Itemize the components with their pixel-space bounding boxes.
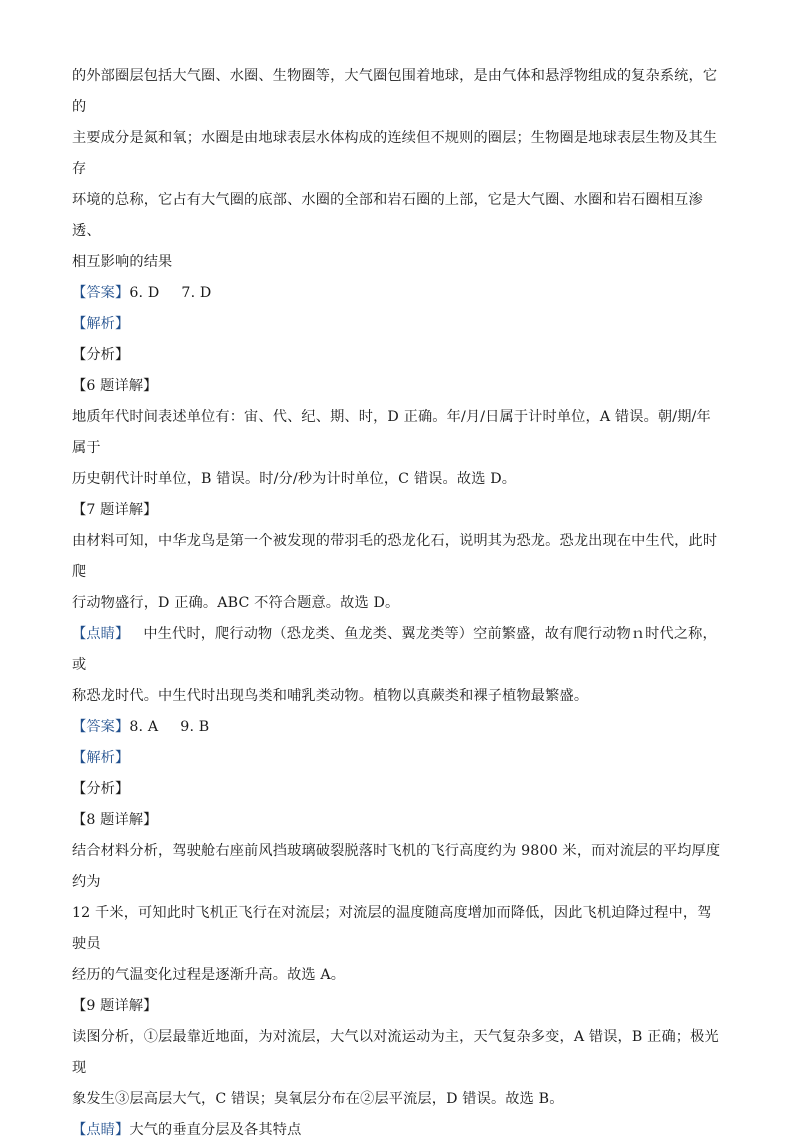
intro-line: 环境的总称，它占有大气圈的底部、水圈的全部和岩石圈的上部，它是大气圈、水圈和岩石圈相互渗透、 xyxy=(72,192,703,239)
jiexi-heading: 【解析】 xyxy=(72,316,130,332)
dianjing-text: 大气的垂直分层及各其特点 xyxy=(129,1122,302,1138)
answer-line-2 xyxy=(72,712,722,743)
dianjing-tag: 【点睛】 xyxy=(72,1122,130,1138)
document-body xyxy=(72,61,722,1146)
q7-heading: 【7 题详解】 xyxy=(72,502,158,518)
fenxi-heading: 【分析】 xyxy=(72,347,130,363)
q8-line: 经历的气温变化过程是逐渐升高。故选 A。 xyxy=(72,967,346,983)
fenxi-heading: 【分析】 xyxy=(72,781,130,797)
q8-line: 12 千米，可知此时飞机正飞行在对流层；对流层的温度随高度增加而降低，因此飞机迫降过程中，驾驶员 xyxy=(72,905,712,952)
q8-line: 结合材料分析，驾驶舱右座前风挡玻璃破裂脱落时飞机的飞行高度约为 9800 米，而对流层的平均厚度约为 xyxy=(72,843,721,890)
q6-line: 历史朝代计时单位，B 错误。时/分/秒为计时单位，C 错误。故选 D。 xyxy=(72,471,517,487)
q9-line: 象发生③层高层大气，C 错误；臭氧层分布在②层平流层，D 错误。故选 B。 xyxy=(72,1091,564,1107)
dianjing-line-3 xyxy=(72,1115,722,1146)
intro-line: 主要成分是氮和氧；水圈是由地球表层水体构成的连续但不规则的圈层；生物圈是地球表层生物及其生存 xyxy=(72,130,718,177)
q7-line: 行动物盛行，D 正确。ABC 不符合题意。故选 D。 xyxy=(72,595,400,611)
q9-heading: 【9 题详解】 xyxy=(72,998,158,1014)
answer-8: 8. A xyxy=(129,719,159,735)
dianjing-text: 中生代时，爬行动物（恐龙类、鱼龙类、翼龙类等）空前繁盛，故有爬行动物ｎ时代之称，或 xyxy=(72,626,717,673)
q6-line: 地质年代时间表述单位有：宙、代、纪、期、时，D 正确。年/月/日属于计时单位，A 错误。朝/期/年属于 xyxy=(72,409,711,456)
intro-line: 的外部圈层包括大气圈、水圈、生物圈等，大气圈包围着地球，是由气体和悬浮物组成的复杂系统，它的 xyxy=(72,68,718,115)
answer-9: 9. B xyxy=(180,719,210,735)
answer-tag: 【答案】 xyxy=(72,285,130,301)
dianjing-line-2: 称恐龙时代。中生代时出现鸟类和哺乳类动物。植物以真蕨类和裸子植物最繁盛。 xyxy=(72,688,589,704)
dianjing-line-1 xyxy=(72,619,722,681)
q6-heading: 【6 题详解】 xyxy=(72,378,158,394)
q7-line: 由材料可知，中华龙鸟是第一个被发现的带羽毛的恐龙化石，说明其为恐龙。恐龙出现在中生代，此时爬 xyxy=(72,533,718,580)
q8-heading: 【8 题详解】 xyxy=(72,812,158,828)
answer-line-1 xyxy=(72,278,722,309)
dianjing-tag: 【点睛】 xyxy=(72,626,130,642)
q9-line: 读图分析，①层最靠近地面，为对流层，大气以对流运动为主，天气复杂多变，A 错误，B 正确；极光现 xyxy=(72,1029,719,1076)
answer-6: 6. D xyxy=(129,285,160,301)
jiexi-heading: 【解析】 xyxy=(72,750,130,766)
intro-line: 相互影响的结果 xyxy=(72,254,173,270)
answer-7: 7. D xyxy=(181,285,212,301)
answer-tag: 【答案】 xyxy=(72,719,130,735)
